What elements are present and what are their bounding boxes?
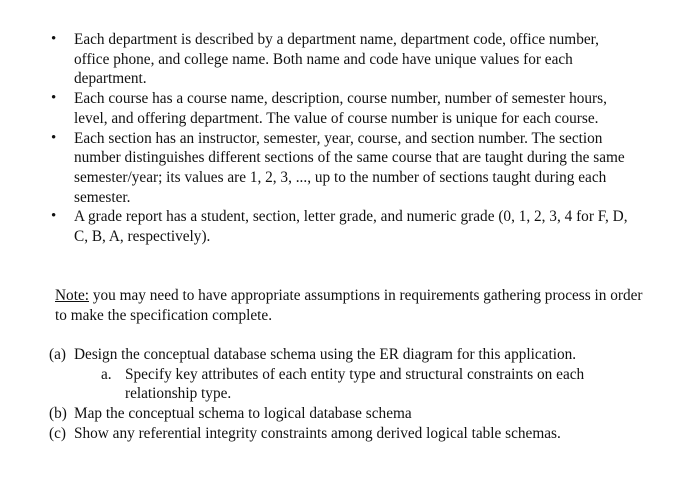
note-paragraph: [55, 286, 655, 325]
note-text: you may need to have appropriate assumptions in requirements gathering process in order to make the specification complete.: [55, 287, 643, 324]
subtask-a: [49, 365, 605, 404]
bullet-icon: •: [51, 31, 57, 47]
list-item: [0, 207, 634, 246]
bullet-icon: •: [51, 90, 57, 107]
task-b: [49, 404, 689, 424]
task-list: [49, 345, 689, 444]
list-item: [0, 129, 634, 208]
bullet-icon: •: [51, 129, 57, 146]
task-a-mark: (a): [49, 346, 66, 363]
bullet-icon: •: [51, 208, 57, 225]
grade-report-requirement: A grade report has a student, section, letter grade, and numeric grade (0, 1, 2, 3, 4 for F, D, C, B, A, respectively).: [74, 208, 628, 246]
list-item: [0, 30, 634, 89]
subtask-a-mark: a.: [101, 365, 112, 383]
department-requirement: Each department is described by a department name, department code, office number, office phone, and college name. Both name and code have unique values for each department.: [74, 31, 599, 88]
task-c: [49, 424, 689, 444]
task-c-text: Show any referential integrity constraints among derived logical table schemas.: [74, 424, 561, 442]
task-a: [49, 345, 689, 365]
requirements-list: [0, 30, 700, 247]
task-b-text: Map the conceptual schema to logical database schema: [74, 405, 412, 423]
note-label: Note:: [55, 287, 89, 304]
course-requirement: Each course has a course name, description, course number, number of semester hours, level, and offering department. The value of course number is unique for each course.: [74, 90, 607, 127]
list-item: [0, 89, 634, 128]
subtask-a-text: Specify key attributes of each entity type and structural constraints on each relationship type.: [125, 365, 585, 403]
task-c-mark: (c): [49, 424, 66, 442]
task-a-text: Design the conceptual database schema using the ER diagram for this application.: [74, 346, 577, 363]
task-b-mark: (b): [49, 405, 67, 423]
section-requirement: Each section has an instructor, semester, year, course, and section number. The section number distinguishes different sections of the same course that are taught during the same semester/year; its values are 1, 2, 3, ..., up to the number of sections taught during each semester.: [74, 129, 625, 206]
